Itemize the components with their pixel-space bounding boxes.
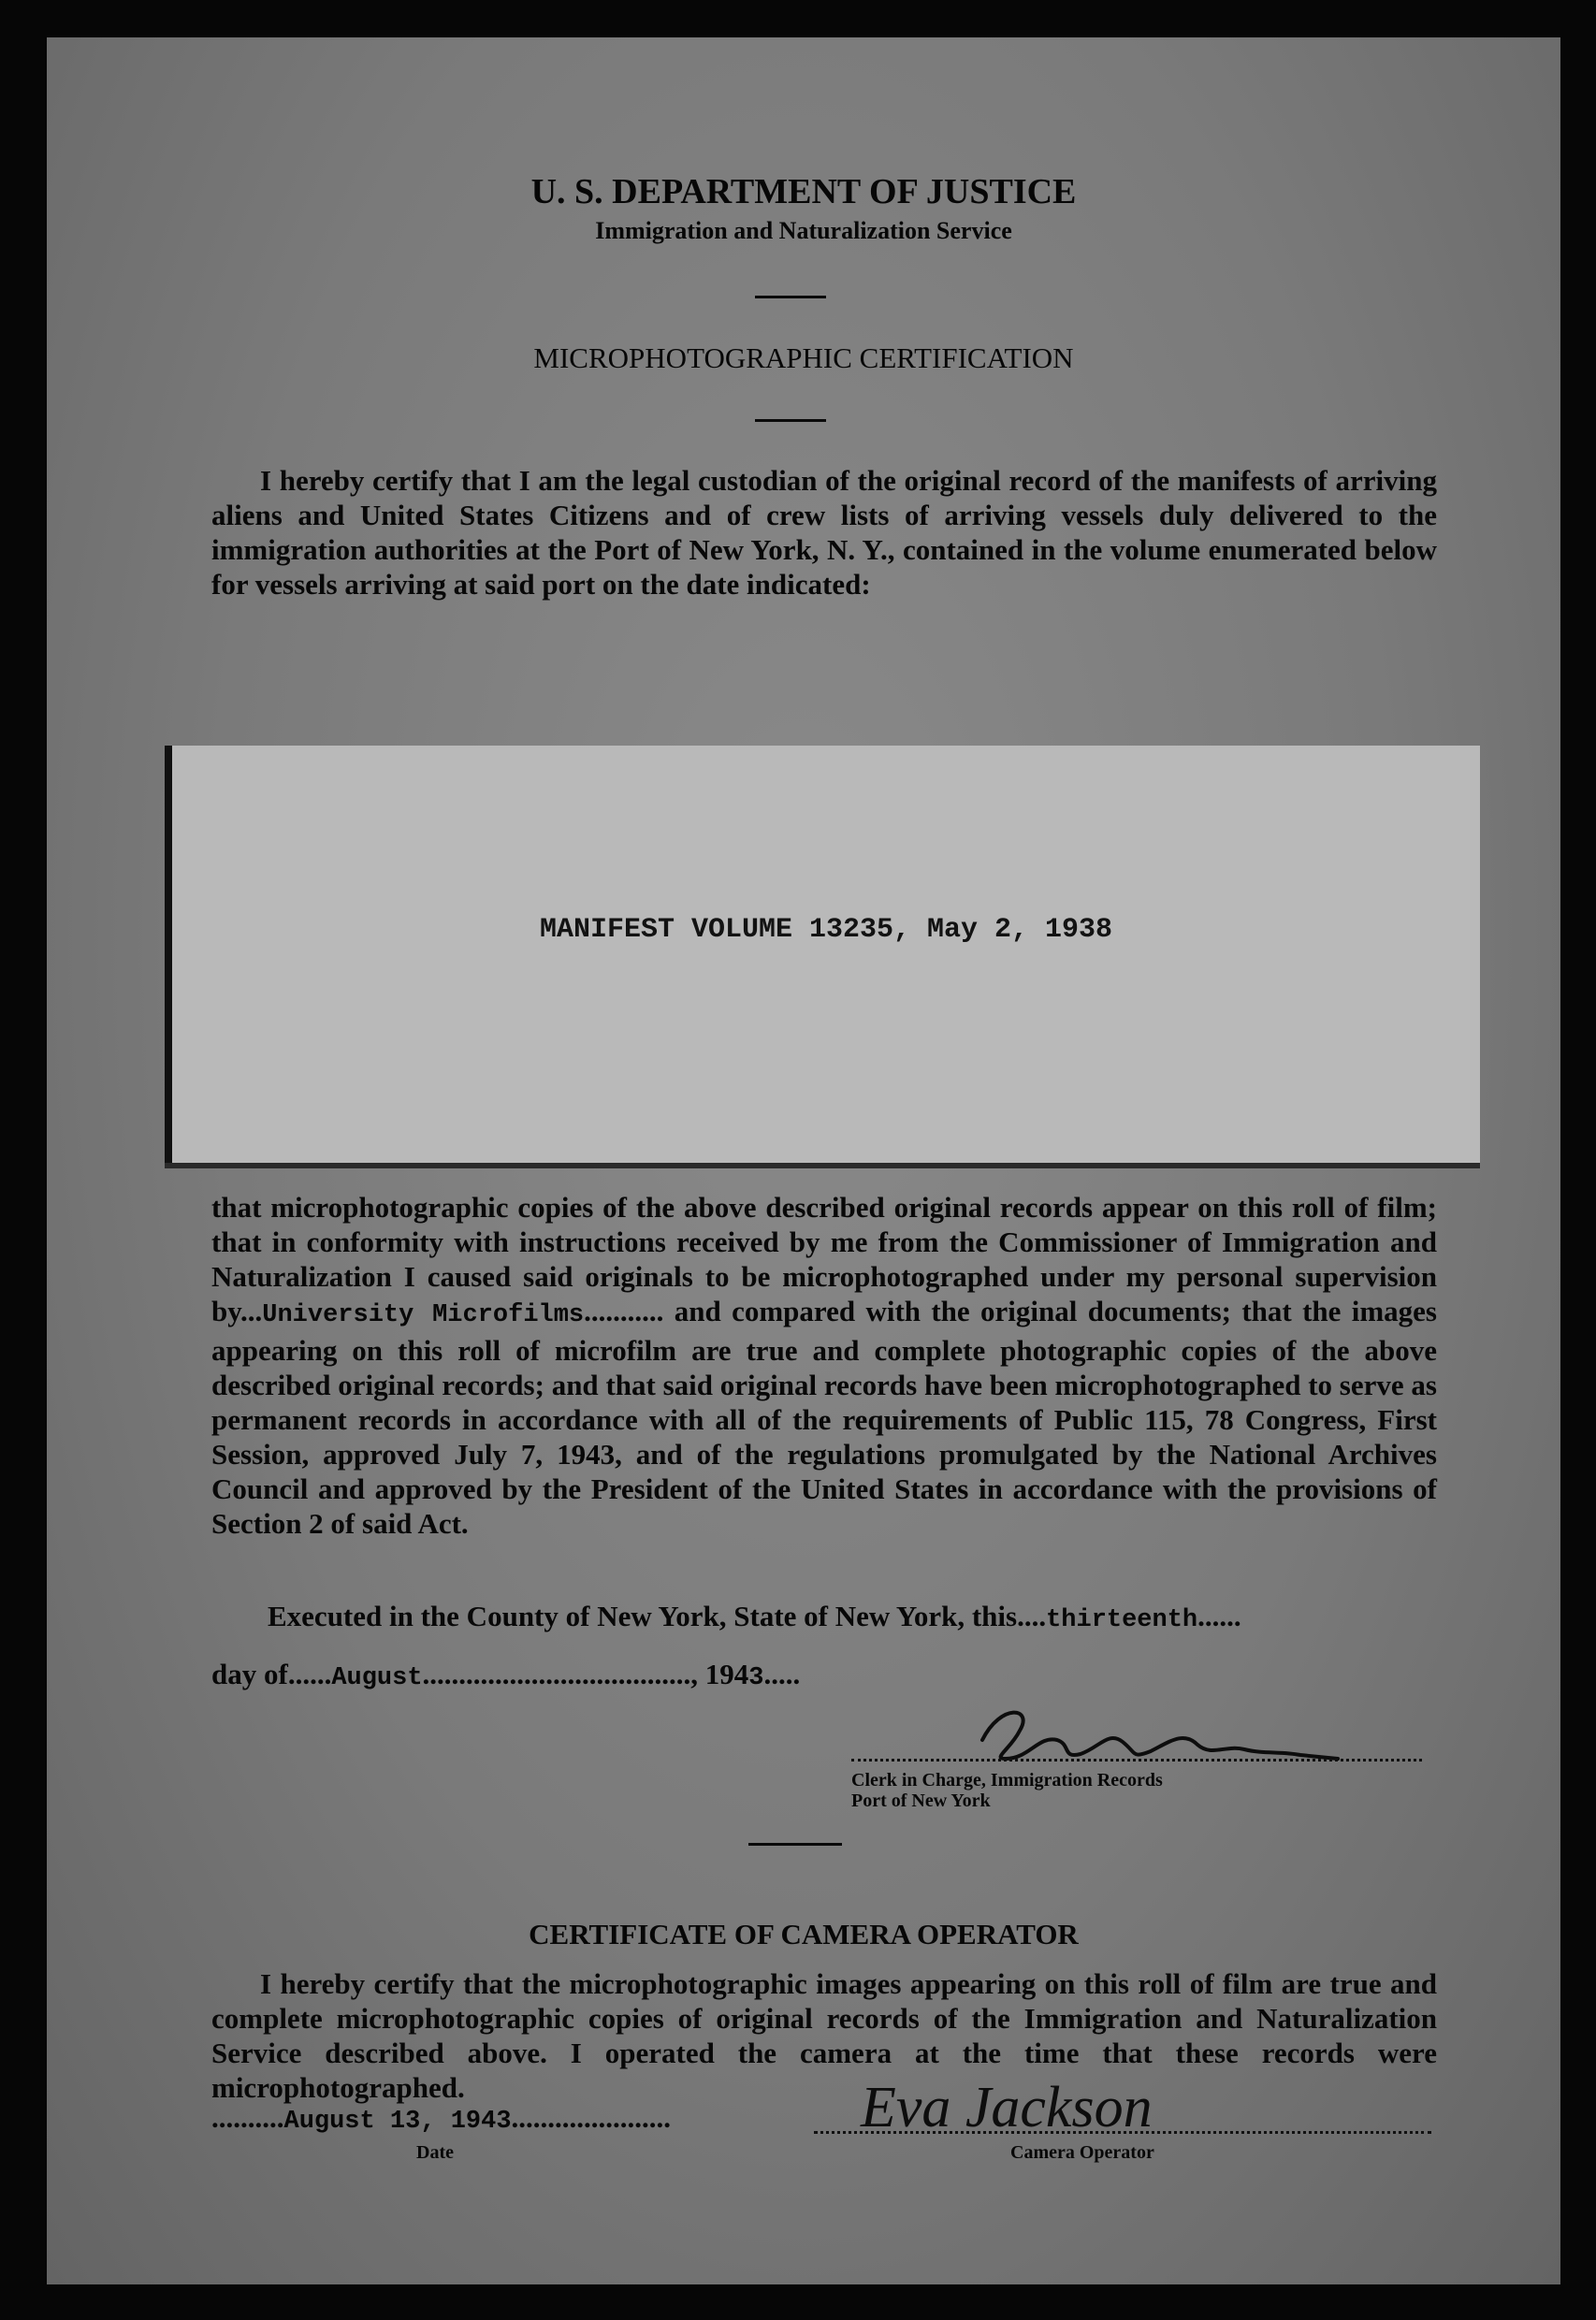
certification-body <box>211 1190 1437 1541</box>
dot-leader: ........... <box>584 1295 664 1327</box>
dot-leader: ...... <box>1197 1600 1241 1632</box>
department-heading: U. S. DEPARTMENT OF JUSTICE <box>530 172 1077 211</box>
executed-month: August <box>331 1664 423 1692</box>
body-part-1: that microphotographic copies of the above described original records appear on this roll of film; that in conformity with instructions received by me from the Commissioner of Immigration and Naturalization I caused said originals to be microphotographed under my personal supervision by... <box>211 1191 1437 1327</box>
dot-leader: ...................... <box>511 2101 672 2134</box>
dot-leader: ..... <box>763 1658 801 1690</box>
date-line <box>211 2101 671 2136</box>
service-subheading: Immigration and Naturalization Service <box>595 217 1012 244</box>
executed-day: thirteenth <box>1046 1606 1198 1634</box>
divider-rule <box>748 1843 842 1846</box>
clerk-signature <box>945 1693 1375 1777</box>
executed-line <box>268 1600 1241 1634</box>
operator-paragraph: I hereby certify that the microphotographic images appearing on this roll of film are true and complete microphotographic copies of original records of the Immigration and Naturalization Service described above. I operated the camera at the time that these records were microphotographed. <box>211 1967 1437 2104</box>
clerk-signature-line <box>851 1759 1422 1762</box>
dot-leader: .......... <box>211 2101 284 2134</box>
day-of-line <box>211 1658 800 1692</box>
year-digit: 3 <box>748 1664 764 1692</box>
clerk-title-line-2: Port of New York <box>851 1791 991 1811</box>
year-label: , 194 <box>690 1658 749 1690</box>
certificate-sheet <box>47 37 1560 2284</box>
volume-card <box>165 746 1480 1163</box>
operator-date: August 13, 1943 <box>283 2108 512 2136</box>
body-part-2: and compared with the original documents; that the images appearing on this roll of microfilm are true and complete photographic copies of the above described original records; and that said original records have been microphotographed to serve as permanent records in accordance with all of the requirements of Public 115, 78 Congress, First Session, approved July 7, 1943, and of the regulations promulgated by the National Archives Council and approved by the President of the United States in accordance with the provisions of Section 2 of said Act. <box>211 1295 1437 1540</box>
operator-signature <box>851 2066 1282 2150</box>
operator-signature-text: Eva Jackson <box>861 2076 1153 2139</box>
intro-paragraph: I hereby certify that I am the legal custodian of the original record of the manifests of arriving aliens and United States Citizens and of crew lists of arriving vessels duly delivered to the immigration authorities at the Port of New York, N. Y., contained in the volume enumerated below for vessels arriving at said port on the date indicated: <box>211 464 1437 601</box>
operator-label: Camera Operator <box>1010 2142 1154 2163</box>
certification-title: MICROPHOTOGRAPHIC CERTIFICATION <box>533 341 1074 374</box>
dot-leader: ..................................... <box>422 1658 691 1690</box>
operator-heading: CERTIFICATE OF CAMERA OPERATOR <box>529 1918 1079 1950</box>
divider-rule <box>755 296 826 298</box>
clerk-title-line-1: Clerk in Charge, Immigration Records <box>851 1770 1163 1791</box>
operator-signature-line <box>814 2131 1431 2134</box>
microfilm-company: University Microfilms <box>262 1301 585 1329</box>
clerk-title <box>851 1770 1163 1811</box>
volume-label: MANIFEST VOLUME 13235, May 2, 1938 <box>539 914 1113 946</box>
date-label: Date <box>416 2142 454 2163</box>
divider-rule <box>755 419 826 422</box>
day-of-label: day of...... <box>211 1658 332 1690</box>
executed-text: Executed in the County of New York, State of New York, this.... <box>268 1600 1047 1632</box>
